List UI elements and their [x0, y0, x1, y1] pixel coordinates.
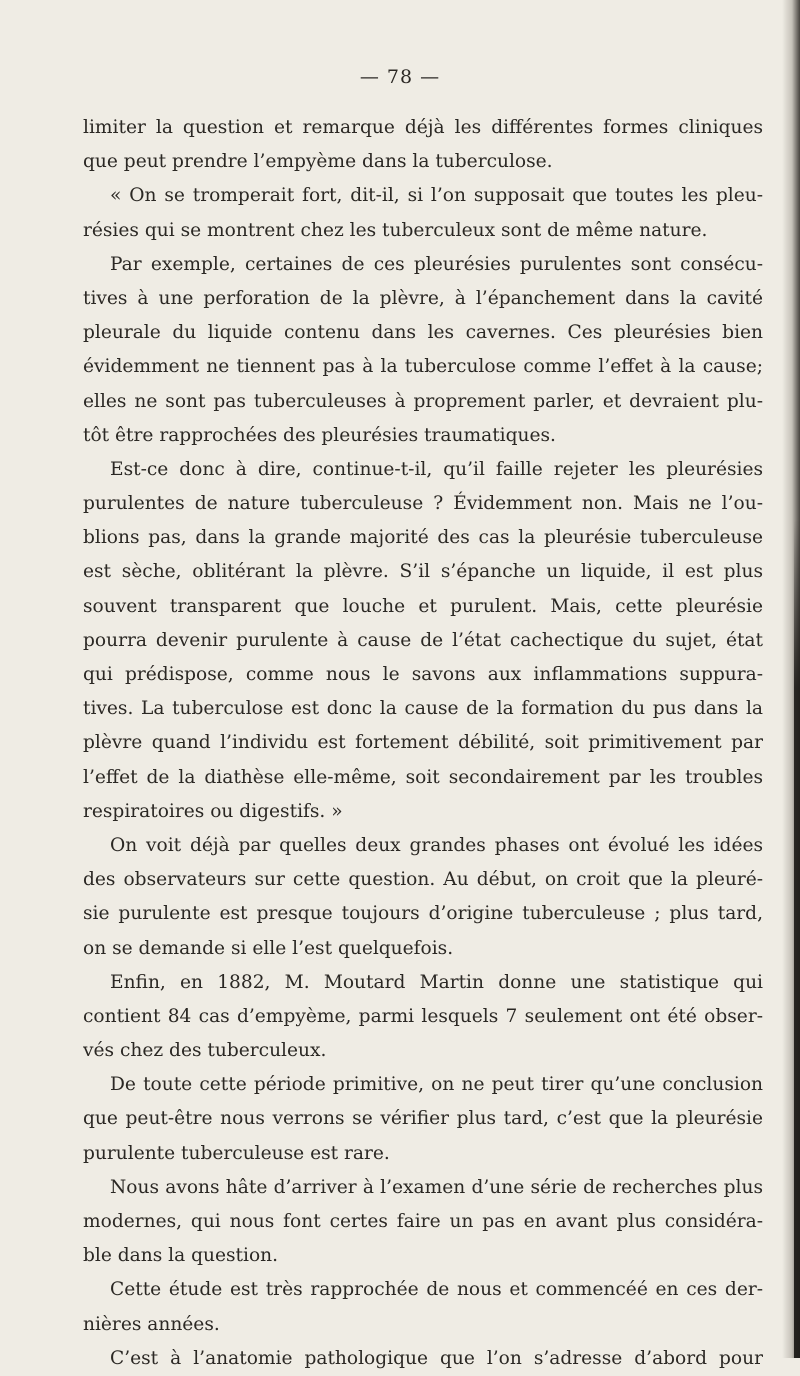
- text-line: Cette étude est très rapprochée de nous et commencéé en ces der-: [110, 1279, 763, 1301]
- page-number: — 78 —: [359, 66, 441, 88]
- text-line: Nous avons hâte d’arriver à l’examen d’une série de recherches plus: [110, 1176, 763, 1198]
- text-line: sie purulente est presque toujours d’origine tuberculeuse ; plus tard,: [83, 903, 763, 925]
- text-line: respiratoires ou digestifs. »: [83, 800, 343, 822]
- text-line: ble dans la question.: [83, 1245, 279, 1267]
- page-edge-dark: [794, 520, 800, 1358]
- text-line: Par exemple, certaines de ces pleurésies purulentes sont consécu-: [110, 253, 763, 275]
- text-line: que peut prendre l’empyème dans la tuberculose.: [83, 151, 553, 173]
- text-line: modernes, qui nous font certes faire un pas en avant plus considéra-: [83, 1211, 763, 1232]
- text-line: que peut-être nous verrons se vérifier plus tard, c’est que la pleurésie: [83, 1108, 763, 1130]
- text-line: tôt être rapprochées des pleurésies traumatiques.: [83, 424, 556, 446]
- text-line: pourra devenir purulente à cause de l’état cachectique du sujet, état: [83, 629, 763, 651]
- text-line: Est-ce donc à dire, continue-t-il, qu’il faille rejeter les pleurésies: [110, 458, 763, 480]
- text-line: contient 84 cas d’empyème, parmi lesquels 7 seulement ont été obser-: [83, 1005, 763, 1027]
- text-line: On voit déjà par quelles deux grandes phases ont évolué les idées: [110, 834, 763, 856]
- text-line: « On se tromperait fort, dit-il, si l’on supposait que toutes les pleu-: [110, 185, 763, 207]
- text-line: on se demande si elle l’est quelquefois.: [83, 937, 454, 959]
- body-text: [83, 111, 763, 1376]
- text-line: évidemment ne tiennent pas à la tuberculose comme l’effet à la cause;: [83, 356, 763, 378]
- text-line: De toute cette période primitive, on ne peut tirer qu’une conclusion: [110, 1074, 763, 1096]
- text-line: purulentes de nature tuberculeuse ? Évidemment non. Mais ne l’ou-: [83, 493, 763, 515]
- text-line: nières années.: [83, 1313, 220, 1335]
- text-line: vés chez des tuberculeux.: [83, 1040, 327, 1062]
- text-line: elles ne sont pas tuberculeuses à proprement parler, et devraient plu-: [83, 390, 763, 412]
- text-line: plèvre quand l’individu est fortement débilité, soit primitivement par: [83, 732, 763, 754]
- text-line: souvent transparent que louche et purulent. Mais, cette pleurésie: [83, 595, 763, 617]
- text-line: l’effet de la diathèse elle-même, soit secondairement par les troubles: [83, 766, 763, 788]
- text-line: qui prédispose, comme nous le savons aux inflammations suppura-: [83, 664, 763, 685]
- text-line: C’est à l’anatomie pathologique que l’on s’adresse d’abord pour: [110, 1347, 763, 1369]
- text-line: tives. La tuberculose est donc la cause de la formation du pus dans la: [83, 698, 763, 720]
- text-line: est sèche, oblitérant la plèvre. S’il s’épanche un liquide, il est plus: [83, 561, 763, 583]
- text-line: limiter la question et remarque déjà les différentes formes cliniques: [83, 117, 763, 138]
- text-line: Enfin, en 1882, M. Moutard Martin donne une statistique qui: [110, 971, 763, 993]
- text-line: tives à une perforation de la plèvre, à l’épanchement dans la cavité: [83, 287, 763, 309]
- text-line: des observateurs sur cette question. Au début, on croit que la pleuré-: [83, 869, 763, 891]
- text-line: pleurale du liquide contenu dans les cavernes. Ces pleurésies bien: [83, 322, 763, 344]
- text-line: purulente tuberculeuse est rare.: [83, 1142, 390, 1164]
- text-line: résies qui se montrent chez les tuberculeux sont de même nature.: [83, 219, 708, 241]
- text-line: blions pas, dans la grande majorité des cas la pleurésie tuberculeuse: [83, 527, 763, 549]
